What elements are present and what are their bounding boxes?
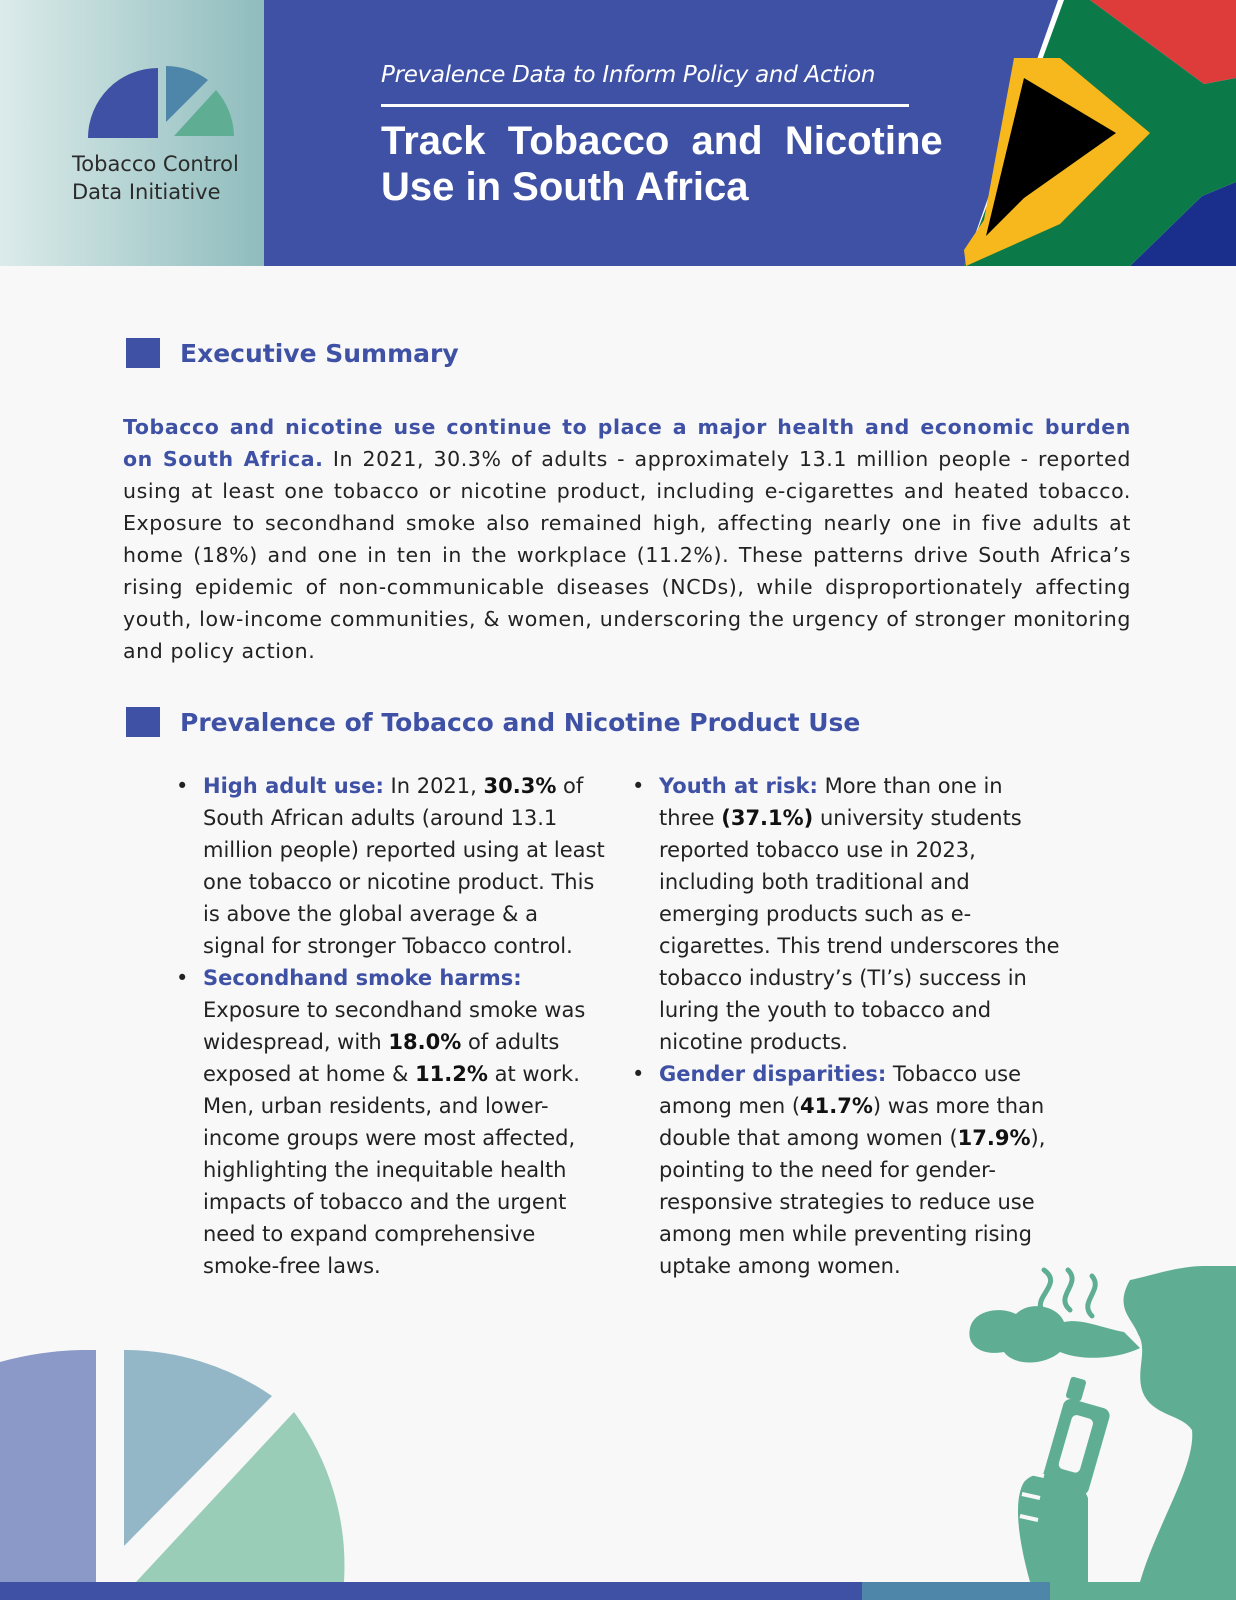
prevalence-list-left <box>176 770 606 1282</box>
summary-body: In 2021, 30.3% of adults - approximately 13.1 million people - reported using at least one tobacco or nicotine product, including e-cigarettes and heated tobacco. Exposure to secondhand smoke also remained high, affecting nearly one in five adults at home (18%) and one in ten in the workplace (11.2%). These patterns drive South Africa’s rising epidemic of non-communicable diseases (NCDs), while disproportionately affecting youth, low-income communities, & women, underscoring the urgency of stronger monitoring and policy action. <box>123 447 1132 663</box>
bullet-text: In 2021, <box>383 774 484 798</box>
bullet-label: Secondhand smoke harms: <box>203 966 522 990</box>
executive-summary-title: Executive Summary <box>180 338 459 368</box>
executive-summary-heading <box>126 338 459 368</box>
stat-value: 11.2% <box>415 1062 488 1086</box>
south-africa-flag-icon <box>964 0 1236 266</box>
stat-value: 30.3% <box>483 774 557 798</box>
header-banner <box>0 0 1236 266</box>
bullet-text: Exposure to secondhand smoke was widespread, with <box>203 998 586 1054</box>
bullet-label: Youth at risk: <box>659 774 818 798</box>
footer-color-bar <box>0 1582 1236 1600</box>
prevalence-heading <box>126 707 860 737</box>
bullet-text: university students reported tobacco use in 2023, including both traditional and emerging products such as e-cigarettes. This trend underscores the tobacco industry’s (TI’s) success in luring the youth to tobacco and nicotine products. <box>659 806 1060 1054</box>
prevalence-title: Prevalence of Tobacco and Nicotine Product Use <box>180 707 861 737</box>
decorative-pie-icon <box>0 1350 360 1582</box>
stat-value: 18.0% <box>388 1030 462 1054</box>
bullet-text: ), pointing to the need for gender-responsive strategies to reduce use among men while preventing rising uptake among women. <box>659 1126 1046 1278</box>
page-title-line-1: Track Tobacco and Nicotine <box>381 119 943 163</box>
tagline-divider <box>381 104 909 107</box>
page-title-line-2: Use in South Africa <box>381 165 749 209</box>
bullet-label: Gender disparities: <box>659 1062 887 1086</box>
bullet-text: at work. Men, urban residents, and lower-income groups were most affected, highlighting the inequitable health impacts of tobacco and the urgent need to expand comprehensive smoke-free laws. <box>203 1062 580 1278</box>
list-item <box>176 770 606 962</box>
bullet-text: More than one in three <box>659 774 1003 830</box>
bullet-text: of South African adults (around 13.1 million people) reported using at least one tobacco or nicotine product. This is above the global average & a signal for stronger Tobacco control. <box>203 774 605 958</box>
list-item <box>632 1058 1062 1282</box>
executive-summary-text <box>123 411 1131 667</box>
page-title <box>381 118 981 210</box>
list-item <box>176 962 606 1282</box>
bullet-text: of adults exposed at home & <box>203 1030 560 1086</box>
header-tagline: Prevalence Data to Inform Policy and Action <box>381 62 876 88</box>
bullet-label: High adult use: <box>203 774 384 798</box>
stat-value: (37.1%) <box>721 806 814 830</box>
logo-line-2: Data Initiative <box>72 180 221 204</box>
list-item <box>632 770 1062 1058</box>
section-marker-icon <box>126 707 160 737</box>
stat-value: 17.9% <box>957 1126 1031 1150</box>
logo-panel <box>0 0 264 266</box>
section-marker-icon <box>126 338 160 368</box>
tcdi-logo-icon <box>80 62 244 142</box>
summary-lead: Tobacco and nicotine use continue to place a major health and economic burden on South Africa. <box>123 415 1131 471</box>
prevalence-list-right <box>632 770 1062 1282</box>
stat-value: 41.7% <box>800 1094 873 1118</box>
bullet-text: Tobacco use among men ( <box>659 1062 1022 1118</box>
vaping-person-icon <box>964 1266 1236 1582</box>
logo-wordmark <box>72 150 262 206</box>
logo-line-1: Tobacco Control <box>72 152 239 176</box>
bullet-text: ) was more than double that among women ( <box>659 1094 1045 1150</box>
